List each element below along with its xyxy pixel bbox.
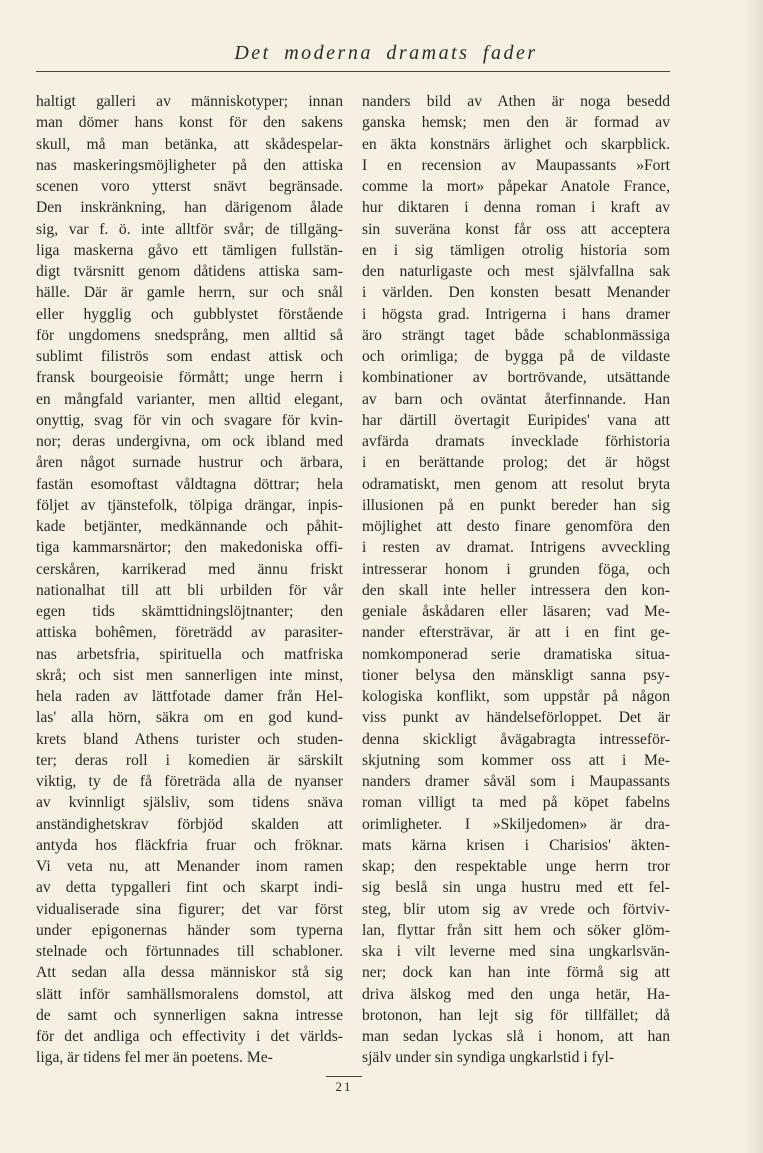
text-line: fastän esomoftast våldtagna döttrar; hela: [36, 475, 343, 493]
text-line: sig beslå sin unga hustru med ett fel-: [362, 879, 670, 897]
text-line: fransk bourgeoisie förmått; unge herrn i: [36, 369, 343, 387]
text-line: viss punkt av händelseförloppet. Det är: [362, 709, 670, 727]
text-line: driva älskog med den unga hetär, Ha-: [362, 985, 670, 1003]
text-line: orimligheter. I »Skiljedomen» är dra-: [362, 815, 670, 833]
text-line: haltigt galleri av människotyper; innan: [36, 93, 343, 110]
text-line: man sedan lyckas slå i honom, att han: [362, 1028, 670, 1045]
text-line: skull, må man betänka, att skådespelar-: [36, 135, 343, 153]
text-line: brotonon, han lejt sig för tillfället; då: [362, 1006, 670, 1024]
text-line: för det andliga och effectivity i det världs-: [36, 1028, 343, 1045]
text-line: i världen. Den konsten besatt Menander: [362, 284, 670, 302]
text-line: onyttig, svag för vin och svagare för kvin-: [36, 411, 343, 429]
text-line: lan, flyttar från sitt hem och söker glöm-: [362, 921, 670, 939]
page-edge-shadow: [745, 0, 763, 1153]
text-line: i en berättande prolog; det är högst: [362, 454, 670, 472]
text-line: steg, blir utom sig av vrede och förtviv-: [362, 900, 670, 918]
text-line: egen tids skämttidningslöjtnanter; den: [36, 603, 343, 620]
text-line: cerskåren, karrikerad med ännu friskt: [36, 560, 343, 578]
text-line: sublimt filiströs som endast attisk och: [36, 348, 343, 365]
text-line: ner; dock kan han inte förmå sig att: [362, 964, 670, 982]
text-line: antyda hos fläckfria fruar och fröknar.: [36, 836, 343, 854]
text-line: comme la mort» påpekar Anatole France,: [362, 178, 670, 195]
text-line: och orimliga; de bygga på de vildaste: [362, 348, 670, 365]
text-line: har därtill övertagit Euripides' vana att: [362, 411, 670, 429]
text-line: Den inskränkning, han därigenom ålade: [36, 199, 343, 217]
text-line: av barn och oväntat återfinnande. Han: [362, 390, 670, 408]
text-line: nanders bild av Athen är noga besedd: [362, 93, 670, 110]
text-line: i högsta grad. Intrigerna i hans dramer: [362, 305, 670, 323]
text-line: Att sedan alla dessa människor stå sig: [36, 964, 343, 982]
text-line: sig, var f. ö. inte alltför svår; de tillgäng-: [36, 220, 343, 238]
text-line: man dömer hans konst för den sakens: [36, 114, 343, 132]
text-line: under epigonernas händer som typerna: [36, 921, 343, 939]
text-line: vidualiserade sina figurer; det var först: [36, 900, 343, 918]
text-line: sin suveräna konst får oss att acceptera: [362, 220, 670, 238]
text-line: själv under sin syndiga ungkarlstid i fyl-: [362, 1049, 615, 1067]
text-line: odramatiskt, men genom att resolut bryta: [362, 475, 670, 493]
text-line: eller hygglig och gubblystet förstående: [36, 305, 343, 323]
text-line: hur diktaren i denna roman i kraft av: [362, 199, 670, 217]
text-line: nas arbetsfria, spirituella och matfriska: [36, 645, 343, 663]
text-line: nor; deras undergivna, om ock ibland med: [36, 433, 343, 450]
text-line: i resten av dramat. Intrigens avveckling: [362, 539, 670, 557]
page-number: 21: [335, 1079, 353, 1094]
text-line: ter; deras roll i komedien är särskilt: [36, 751, 343, 769]
text-line: I en recension av Maupassants »Fort: [362, 156, 670, 174]
text-line: äro strängt taget både schablonmässiga: [362, 326, 670, 344]
text-line: viktig, ty de få företräda alla de nyanser: [36, 773, 343, 790]
left-text-column: [36, 91, 343, 1069]
footer-rule: [326, 1076, 362, 1077]
text-line: den skall inte heller intressera den kon-: [362, 581, 670, 599]
text-line: en i sig tämligen otrolig historia som: [362, 241, 670, 259]
text-line: tioner belysa den mänskligt sanna psy-: [362, 666, 670, 684]
text-line: möjlighet att desto finare genomföra den: [362, 518, 670, 535]
text-line: krets bland Athens turister och studen-: [36, 730, 343, 748]
text-line: nander eftersträvar, är att i en fint ge-: [362, 624, 670, 642]
text-line: scenen voro ytterst snävt begränsade.: [36, 178, 343, 195]
text-line: stelnade och förtunnades till schabloner.: [36, 943, 343, 960]
text-line: följet av tjänstefolk, tölpiga drängar, inpis-: [36, 496, 343, 514]
text-line: ska i vilt leverne med sina ungkarlsvän-: [362, 943, 670, 960]
text-line: skjutning som kommer oss att i Me-: [362, 751, 670, 769]
text-line: illusionen på en punkt bereder han sig: [362, 496, 670, 514]
text-line: denna skickligt åvägabragta intresseför-: [362, 730, 670, 748]
text-line: slätt inför samhällsmoralens domstol, att: [36, 985, 343, 1003]
text-line: kade betjänter, medkännande och påhit-: [36, 518, 343, 535]
text-line: en äkta konstnärs ärlighet och skarpblick.: [362, 135, 670, 153]
text-line: liga maskerna gåvo ett tämligen fullstän-: [36, 241, 343, 259]
text-line: nas maskeringsmöjligheter på den attiska: [36, 156, 343, 174]
text-line: de samt och synnerligen sakna intresse: [36, 1006, 343, 1024]
right-text-column: [362, 91, 670, 1069]
text-line: skrå; och sist men sannerligen inte minst,: [36, 666, 343, 684]
text-line: ganska hemsk; men den är formad av: [362, 114, 670, 132]
text-line: kologiska konflikt, som uppstår på någon: [362, 688, 670, 705]
text-line: skap; den respektable unge herrn tror: [362, 858, 670, 875]
text-line: liga, är tidens fel mer än poetens. Me-: [36, 1049, 273, 1067]
text-line: tiga kammarsnärtor; den makedoniska offi-: [36, 539, 343, 557]
running-header-title: Det moderna dramats fader: [234, 42, 538, 64]
text-line: åren något surnade hustrur och ärbara,: [36, 454, 343, 472]
text-line: hela raden av lättfotade damer från Hel-: [36, 688, 343, 705]
text-line: kombinationer av bortrövande, utsättande: [362, 369, 670, 387]
text-line: roman villigt ta med på köpet fabelns: [362, 794, 670, 812]
text-line: geniale åskådaren eller läsaren; vad Me-: [362, 603, 670, 620]
text-line: nationalhat till att bli urbilden för vår: [36, 581, 343, 599]
text-line: hälle. Där är gamle herrn, sur och snål: [36, 284, 343, 302]
text-line: Vi veta nu, att Menander inom ramen: [36, 858, 343, 875]
text-line: för ungdomens snedsprång, men alltid så: [36, 326, 343, 344]
text-line: nanders dramer såväl som i Maupassants: [362, 773, 670, 790]
text-line: intresserar honom i grunden föga, och: [362, 560, 670, 578]
text-line: nomkomponerad serie dramatiska situa-: [362, 645, 670, 663]
text-line: las' alla hörn, säkra om en god kund-: [36, 709, 343, 727]
text-line: den naturligaste och mest självfallna sak: [362, 263, 670, 280]
text-line: attiska bohêmen, företrädd av parasiter-: [36, 624, 343, 642]
text-line: anständighetskrav förbjöd skalden att: [36, 815, 343, 833]
text-line: mats kärna krisen i Charisios' äkten-: [362, 836, 670, 854]
text-line: avfärda dramats invecklade förhistoria: [362, 433, 670, 450]
text-line: av kvinnligt själsliv, som tidens snäva: [36, 794, 343, 812]
text-line: av detta typgalleri fint och skarpt indi-: [36, 879, 343, 897]
header-rule: [36, 71, 670, 72]
text-line: digt tvärsnitt genom dåtidens attiska sam-: [36, 263, 343, 280]
text-line: en mångfald varianter, men alltid elegant,: [36, 390, 343, 408]
